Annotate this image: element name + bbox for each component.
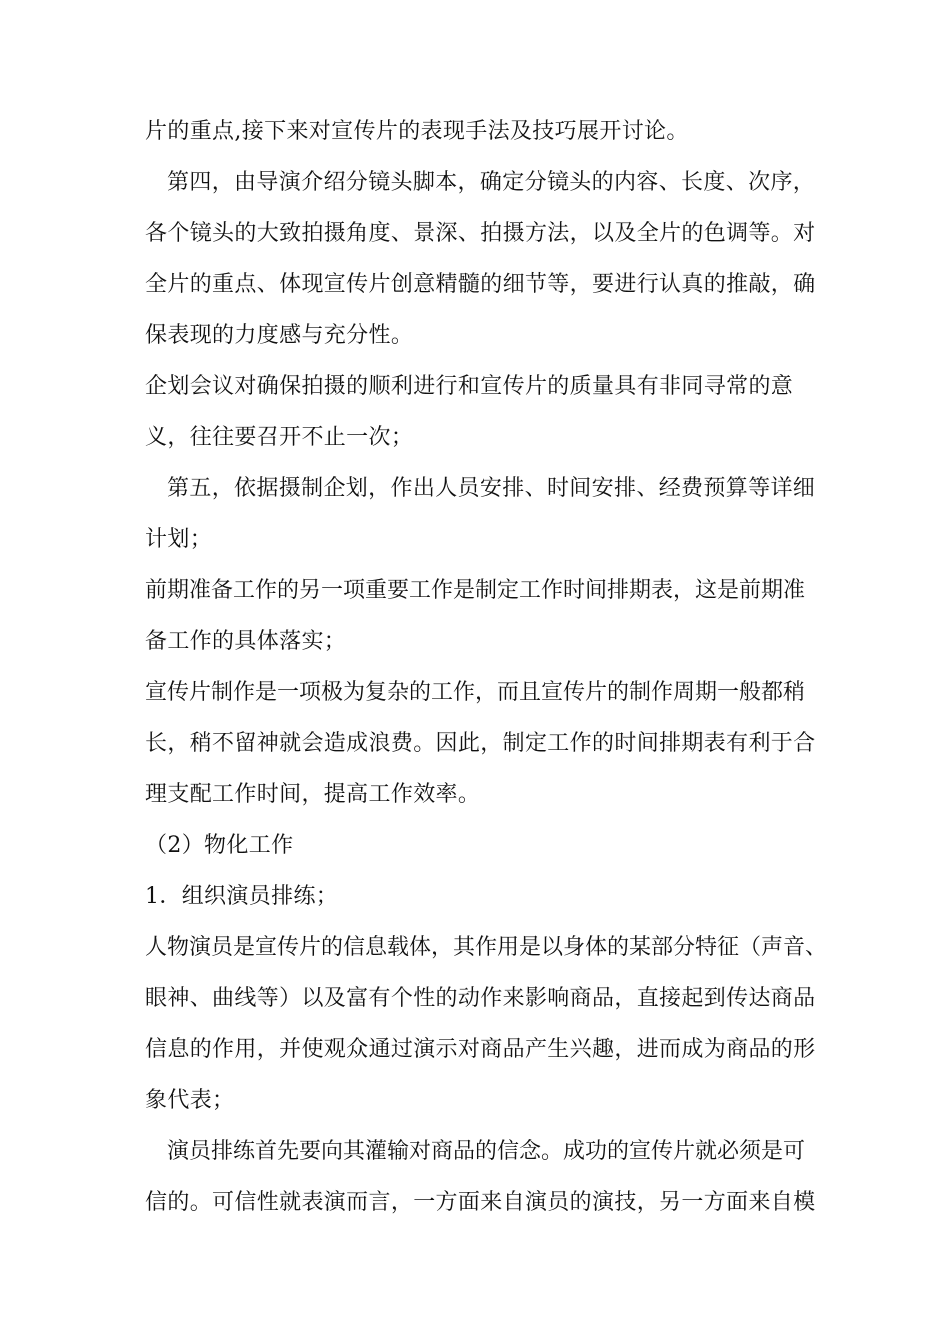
text-line: 人物演员是宣传片的信息载体，其作用是以身体的某部分特征（声音、 [145,935,828,960]
text-line: 信的。可信性就表演而言，一方面来自演员的演技，另一方面来自模 [145,1190,816,1215]
text-line: 全片的重点、体现宣传片创意精髓的细节等，要进行认真的推敲，确 [145,272,816,297]
text-line: 计划； [145,527,213,552]
section-heading: （2）物化工作 [145,833,294,858]
text-line: 各个镜头的大致拍摄角度、景深、拍摄方法，以及全片的色调等。对 [145,221,816,246]
text-line: 前期准备工作的另一项重要工作是制定工作时间排期表，这是前期准 [145,578,806,603]
text-line: 企划会议对确保拍摄的顺利进行和宣传片的质量具有非同寻常的意 [145,374,794,399]
text-line: 演员排练首先要向其灌输对商品的信念。成功的宣传片就必须是可 [167,1139,806,1164]
text-line: 备工作的具体落实； [145,629,347,654]
text-line: 眼神、曲线等）以及富有个性的动作来影响商品，直接起到传达商品 [145,986,816,1011]
text-line: 理支配工作时间，提高工作效率。 [145,782,481,807]
text-line: 义，往往要召开不止一次； [145,425,414,450]
text-line: 长，稍不留神就会造成浪费。因此，制定工作的时间排期表有利于合 [145,731,816,756]
text-line: 第五，依据摄制企划，作出人员安排、时间安排、经费预算等详细 [167,476,816,501]
text-line: 象代表； [145,1088,235,1113]
text-line: 保表现的力度感与充分性。 [145,323,414,348]
text-line: 信息的作用，并使观众通过演示对商品产生兴趣，进而成为商品的形 [145,1037,816,1062]
text-line: 片的重点,接下来对宣传片的表现手法及技巧展开讨论。 [145,119,689,144]
subsection-heading: 1．组织演员排练； [145,884,339,909]
text-line: 宣传片制作是一项极为复杂的工作，而且宣传片的制作周期一般都稍 [145,680,806,705]
text-line: 第四，由导演介绍分镜头脚本，确定分镜头的内容、长度、次序， [167,170,816,195]
